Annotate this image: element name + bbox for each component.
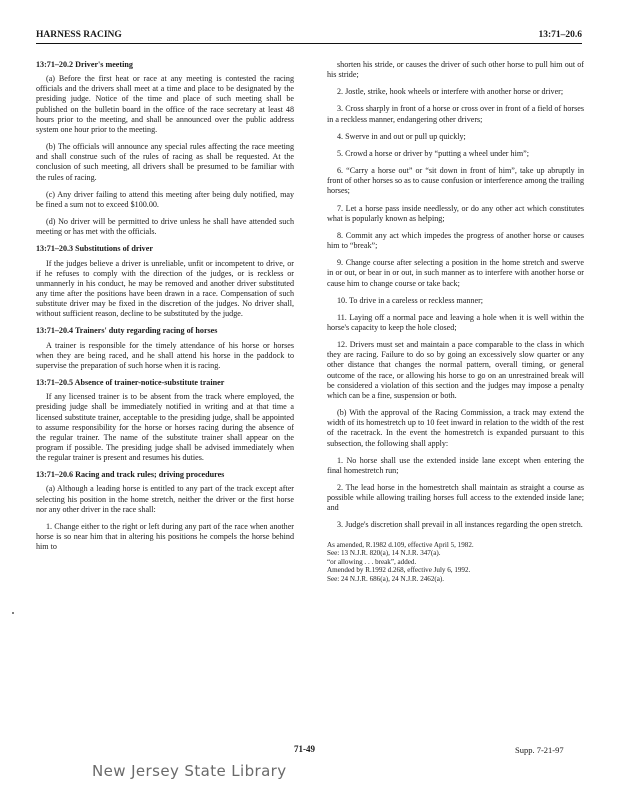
paragraph: 3. Cross sharply in front of a horse or cross over in front of a field of horses in a reckless manner, endangering other drivers;: [327, 104, 584, 124]
paragraph: (c) Any driver failing to attend this meeting after being duly notified, may be fined a sum not to exceed $100.00.: [36, 189, 294, 209]
history-note: See: 24 N.J.R. 686(a), 24 N.J.R. 2462(a).: [327, 575, 445, 583]
paragraph: 1. Change either to the right or left during any part of the race when another horse is so near him that in altering his positions he compels the horse behind him to: [36, 521, 294, 552]
paragraph: (b) The officials will announce any special rules affecting the race meeting and shall construe such of the rules of racing as shall be requested. At the conclusion of such meeting, all drivers shall be presumed to be familiar with the rules of racing.: [36, 142, 294, 182]
scan-speck: [12, 612, 14, 614]
paragraph: (a) Before the first heat or race at any meeting is contested the racing officials and the drivers shall meet at a time and place to be designated by the presiding judge. Notice of the time and place of such meeting shall be published on the bulletin board in the office of the race secretary at least 48 hours prior to the meeting, and shall be announced over the public address system one hour prior to the meeting.: [36, 74, 294, 134]
paragraph: A trainer is responsible for the timely attendance of his horse or horses when they are being raced, and he shall attend his horse in the paddock to supervise the preparation of such horse when it is racing.: [36, 340, 294, 370]
history-note: As amended, R.1982 d.109, effective April 5, 1982.: [327, 540, 474, 549]
supplement-date: Supp. 7-21-97: [515, 745, 564, 755]
paragraph: 3. Judge's discretion shall prevail in all instances regarding the open stretch.: [337, 520, 583, 530]
paragraph: (d) No driver will be permitted to drive unless he shall have attended such meeting or has met with the officials.: [36, 217, 294, 237]
paragraph: 6. “Carry a horse out” or “sit down in front of him”, take up abruptly in front of other horses so as to cause confusion or interference among the trailing horses;: [327, 166, 584, 196]
paragraph: If the judges believe a driver is unreliable, unfit or incompetent to drive, or if he refuses to comply with the direction of the judges, or is reckless or unmannerly in his conduct, he may be removed and another driver substituted any time after the positions have been drawn in a race. Compensation of such substitute driver may be fixed in the discretion of the judges. No driver shall, without sufficient reason, decline to be substituted by the judge.: [36, 258, 294, 319]
paragraph: 12. Drivers must set and maintain a pace comparable to the class in which they are racing. Failure to do so by going an excessively slow quarter or any other distance that changes the normal pattern, overall timing, or general outcome of the race, or allowing his horse to go on an unrestrained break will be considered a violation of this section and the judges may impose a penalty which can be a fine, suspension or both.: [327, 340, 584, 400]
section-heading: 13:71–20.4 Trainers' duty regarding racing of horses: [36, 326, 218, 336]
paragraph: If any licensed trainer is to be absent from the track where employed, the presiding judge shall be immediately notified in writing and at that time a licensed substitute trainer, acceptable to the presiding judge, shall be appointed to assume responsibility for the horse or horses racing during the absence of the regular trainer. The name of the substitute trainer shall appear on the program if possible. The presiding judge shall be advised immediately when the regular trainer is present and resumes his duties.: [36, 392, 294, 463]
paragraph: 5. Crowd a horse or driver by “putting a wheel under him”;: [337, 148, 529, 158]
paragraph: 1. No horse shall use the extended inside lane except when entering the final homestretch run;: [327, 455, 584, 475]
paragraph: 11. Laying off a normal pace and leaving a hole when it is well within the horse's capacity to keep the hole closed;: [327, 312, 584, 332]
right-column: [327, 60, 584, 584]
section-heading: 13:71–20.3 Substitutions of driver: [36, 244, 153, 254]
paragraph: 2. The lead horse in the homestretch shall maintain as straight a course as possible while allowing trailing horses full access to the extended inside lane; and: [327, 483, 584, 513]
section-heading: 13:71–20.2 Driver's meeting: [36, 60, 133, 69]
paragraph: 8. Commit any act which impedes the progress of another horse or causes him to “break”;: [327, 230, 584, 251]
header-title: HARNESS RACING: [36, 30, 122, 40]
header-section-number: 13:71–20.6: [538, 30, 582, 40]
history-note: “or allowing . . . break”, added.: [327, 557, 417, 566]
paragraph: 7. Let a horse pass inside needlessly, or do any other act which constitutes what is popularly known as helping;: [327, 203, 584, 223]
paragraph: (b) With the approval of the Racing Commission, a track may extend the width of its homestretch up to 10 feet inward in relation to the width of the rest of the racetrack. In the event the homestretch is expanded pursuant to this subsection, the following shall apply:: [327, 408, 584, 448]
paragraph: 9. Change course after selecting a position in the home stretch and swerve in or out, or bear in or out, in such manner as to interfere with another horse or cause him to change course or take back;: [327, 258, 584, 288]
history-note: See: 13 N.J.R. 820(a), 14 N.J.R. 347(a).: [327, 549, 441, 558]
history-note: Amended by R.1992 d.268, effective July 6, 1992.: [327, 566, 471, 575]
paragraph: 2. Jostle, strike, hook wheels or interfere with another horse or driver;: [337, 87, 564, 97]
paragraph: 10. To drive in a careless or reckless manner;: [337, 295, 484, 305]
paragraph: 4. Swerve in and out or pull up quickly;: [337, 131, 466, 141]
section-heading: 13:71–20.5 Absence of trainer-notice-substitute trainer: [36, 378, 225, 388]
library-watermark: New Jersey State Library: [92, 762, 287, 780]
left-column: [36, 60, 294, 559]
page-number: 71-49: [294, 744, 315, 754]
paragraph: shorten his stride, or causes the driver of such other horse to pull him out of his stride;: [327, 60, 584, 80]
running-header: [36, 30, 582, 44]
paragraph: (a) Although a leading horse is entitled to any part of the track except after selecting his position in the home stretch, neither the driver or the first horse nor any other driver in the race shall:: [36, 484, 294, 514]
section-heading: 13:71–20.6 Racing and track rules; driving procedures: [36, 470, 225, 480]
